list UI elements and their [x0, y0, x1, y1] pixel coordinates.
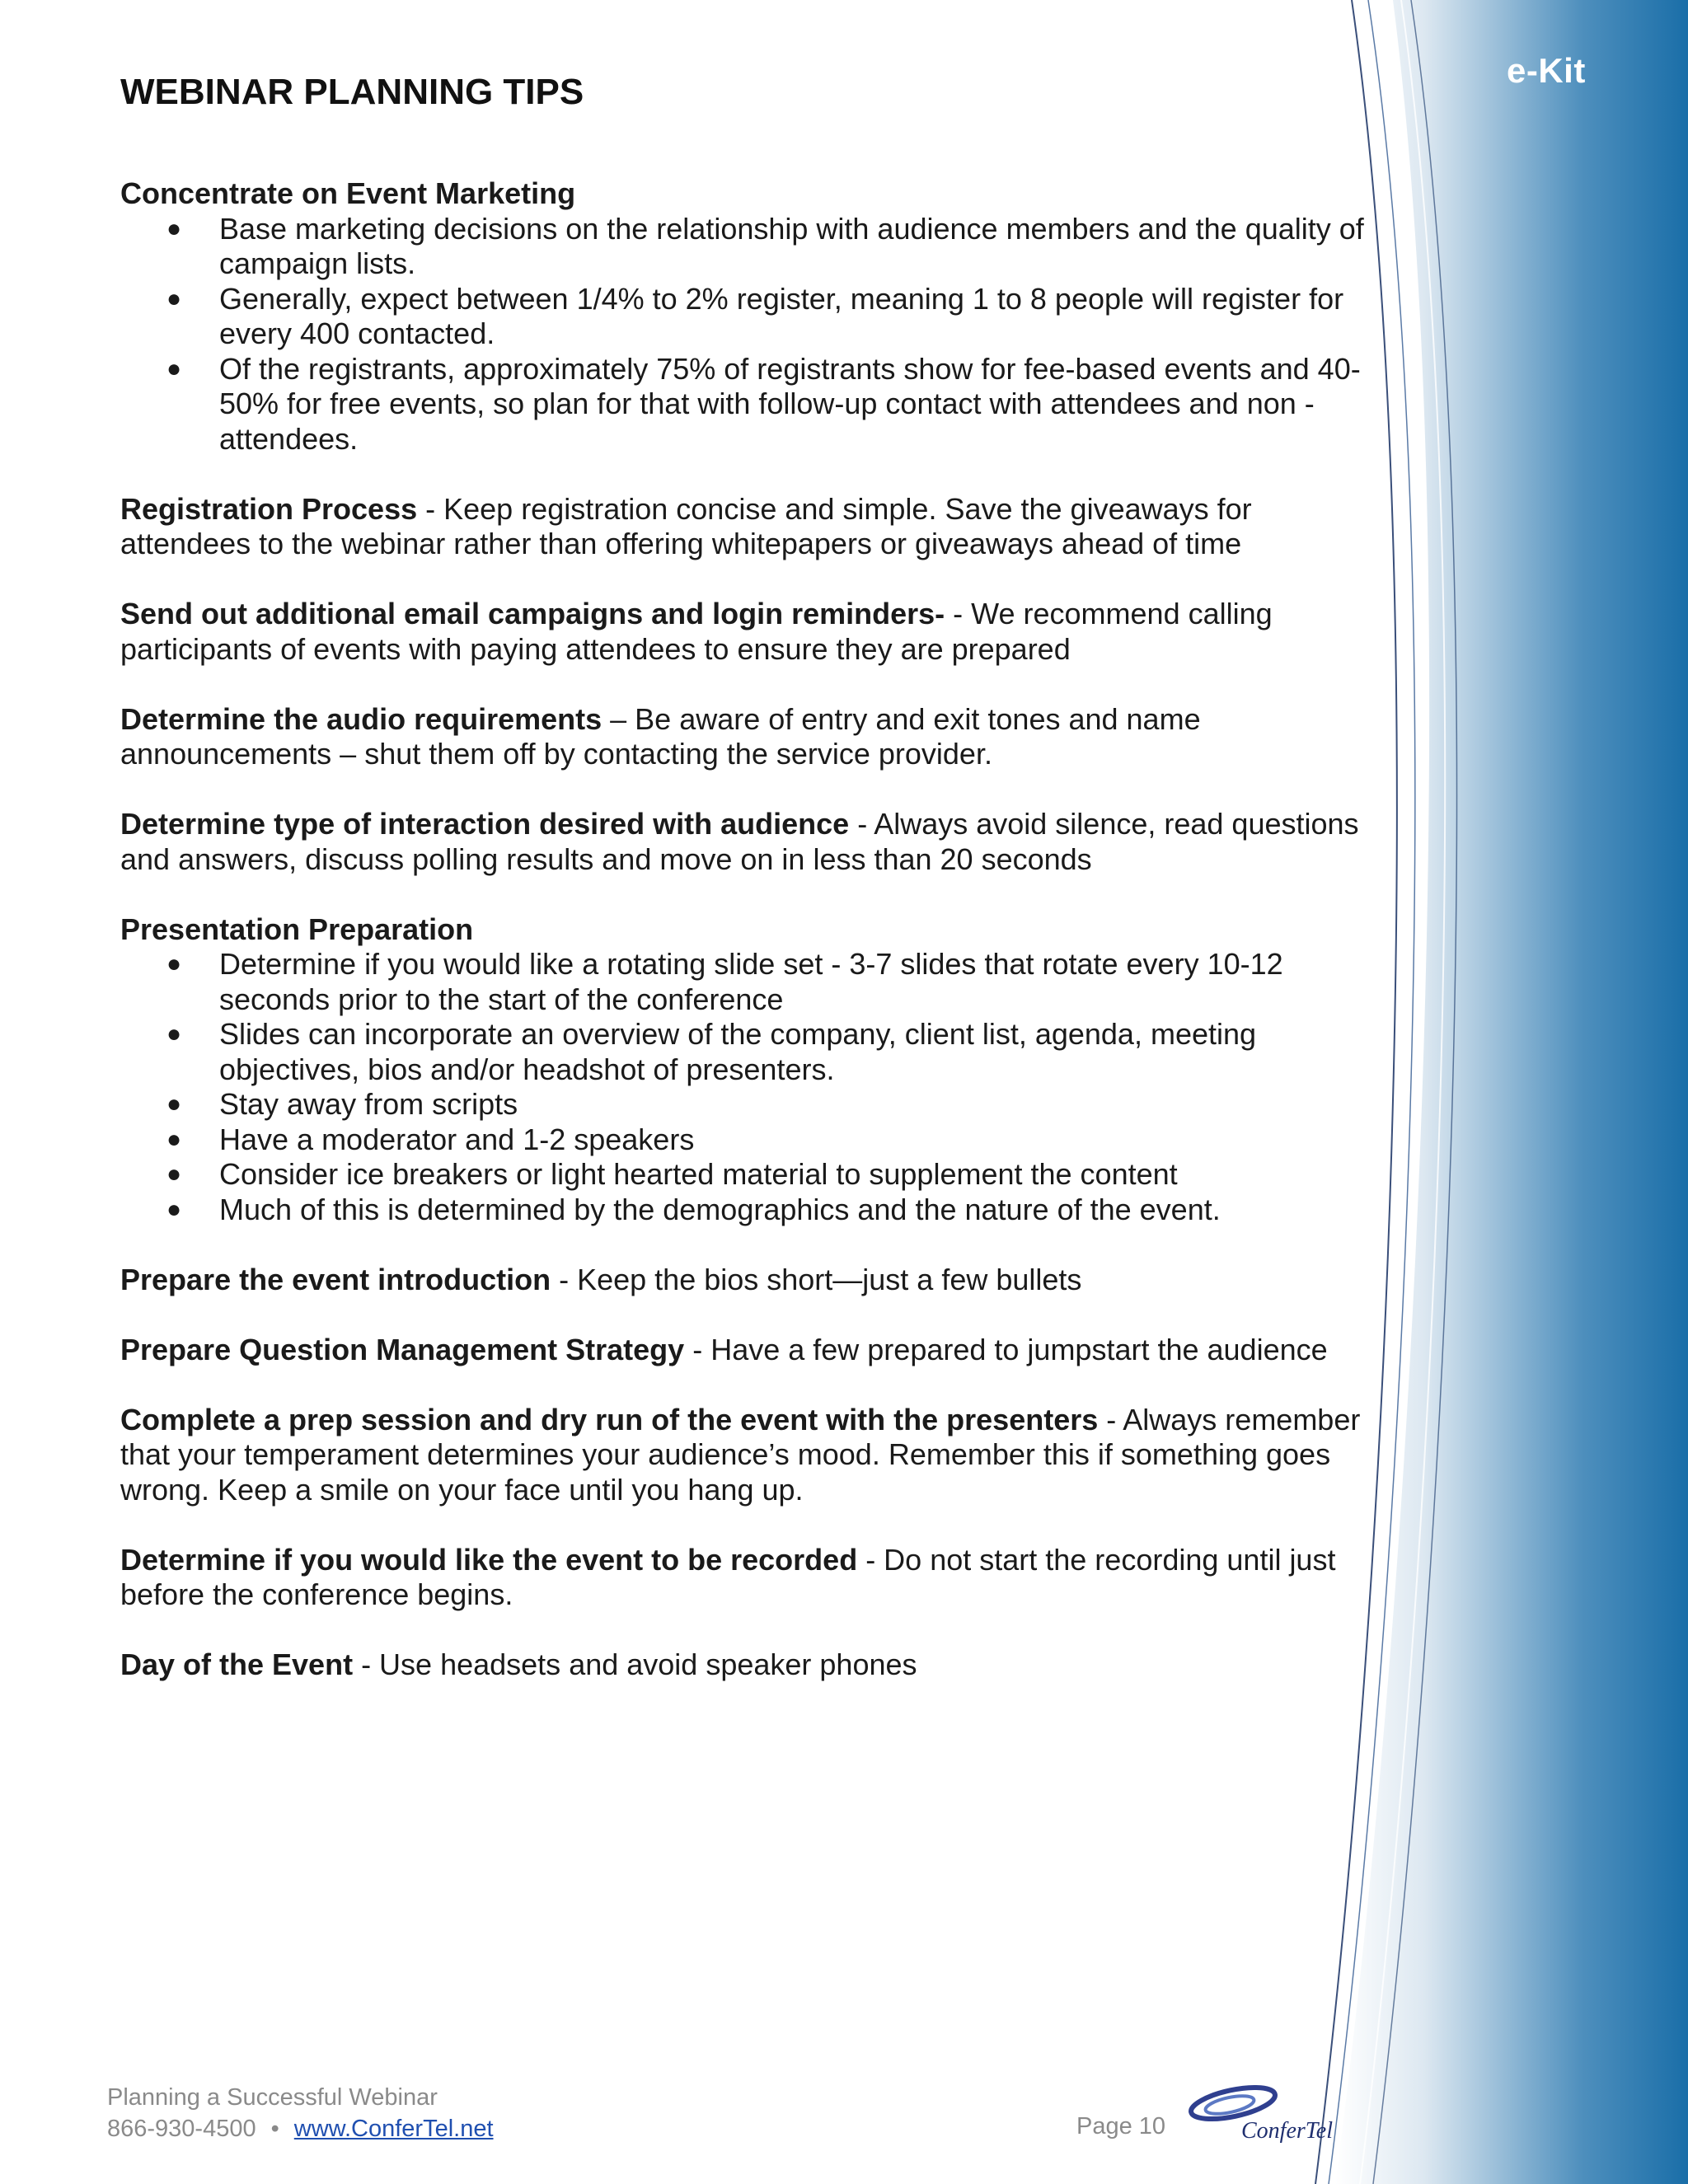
document-body — [120, 69, 1373, 1718]
bullet-icon: ● — [166, 1125, 182, 1153]
section-event-marketing — [120, 176, 1373, 457]
section-heading: Day of the Event — [120, 1647, 354, 1681]
page-title: WEBINAR PLANNING TIPS — [120, 72, 584, 112]
section-day-of-event — [120, 1647, 1373, 1683]
bullet-icon: ● — [166, 1090, 182, 1118]
footer-website-link[interactable]: www.ConferTel.net — [293, 2116, 494, 2142]
ekit-label: e-Kit — [1507, 51, 1586, 90]
logo-wordmark: ConferTel — [1241, 2118, 1333, 2144]
bullet-icon: ● — [166, 1160, 182, 1188]
footer-phone: 866-930-4500 — [107, 2116, 256, 2142]
section-text: - Keep registration concise and simple. Save the giveaways for attendees to the webinar rather than offering whitepapers or giveaways ahead of time — [120, 491, 1252, 560]
confertel-logo — [1175, 2080, 1340, 2146]
bullet-icon: ● — [166, 1195, 182, 1223]
section-heading: Determine if you would like the event to be recorded — [120, 1542, 858, 1577]
section-recording — [120, 1543, 1373, 1613]
bullet-icon: ● — [166, 284, 182, 312]
section-heading: Registration Process — [120, 491, 418, 526]
section-text: - Do not start the recording until just before the conference begins. — [120, 1542, 1336, 1611]
section-text: - Always avoid silence, read questions and answers, discuss polling results and move on in less than 20 seconds — [120, 807, 1359, 876]
section-prep-session — [120, 1403, 1373, 1508]
list-item: ● Base marketing decisions on the relationship with audience members and the quality of campaign lists. — [166, 211, 1364, 280]
section-text: - Always remember that your temperament determines your audience’s mood. Remember this if something goes wrong. Keep a smile on your face until you hang up. — [120, 1402, 1361, 1507]
footer-doc-title: Planning a Successful Webinar — [107, 2084, 438, 2111]
page-number: Page 10 — [1076, 2113, 1166, 2139]
footer — [107, 2082, 494, 2144]
bullet-icon: ● — [166, 214, 182, 242]
section-heading: Concentrate on Event Marketing — [120, 176, 576, 210]
footer-contact-line — [107, 2113, 494, 2144]
bullet-icon: ● — [166, 1020, 182, 1047]
section-heading: Send out additional email campaigns and login reminders- — [120, 597, 945, 630]
list-item: ● Stay away from scripts — [166, 1087, 518, 1121]
section-heading: Complete a prep session and dry run of the event with the presenters — [120, 1402, 1099, 1436]
sidebar-gradient-band — [1335, 0, 1688, 2184]
section-registration-process — [120, 492, 1373, 562]
bullet-list — [120, 212, 1373, 457]
section-text: – Be aware of entry and exit tones and name announcements – shut them off by contacting the service provider. — [120, 701, 1201, 771]
section-heading: Prepare Question Management Strategy — [120, 1332, 685, 1366]
bullet-icon: ● — [166, 950, 182, 977]
section-text: - Use headsets and avoid speaker phones — [353, 1647, 917, 1681]
list-item: ● Have a moderator and 1-2 speakers — [166, 1122, 695, 1156]
section-heading: Determine type of interaction desired with audience — [120, 807, 850, 841]
list-item: ● Slides can incorporate an overview of the company, client list, agenda, meeting objectives, bios and/or headshot of presenters. — [166, 1017, 1257, 1086]
section-event-introduction — [120, 1263, 1373, 1298]
section-audio-requirements — [120, 702, 1373, 772]
section-question-management — [120, 1333, 1373, 1368]
list-item: ● Generally, expect between 1/4% to 2% register, meaning 1 to 8 people will register for every 400 contacted. — [166, 281, 1344, 350]
section-text: - We recommend calling participants of events with paying attendees to ensure they are prepared — [120, 597, 1273, 666]
section-text: - Have a few prepared to jumpstart the audience — [684, 1332, 1328, 1366]
section-heading: Prepare the event introduction — [120, 1262, 551, 1296]
section-heading: Determine the audio requirements — [120, 701, 603, 736]
list-item: ● Of the registrants, approximately 75% of registrants show for fee-based events and 40-50% for free events, so plan for that with follow-up contact with attendees and non -attendees. — [166, 351, 1361, 456]
section-heading: Presentation Preparation — [120, 912, 474, 946]
list-item: ● Determine if you would like a rotating slide set - 3-7 slides that rotate every 10-12 seconds prior to the start of the conference — [166, 947, 1283, 1016]
bullet-icon: ● — [166, 354, 182, 382]
list-item: ● Much of this is determined by the demographics and the nature of the event. — [166, 1192, 1221, 1226]
section-text: - Keep the bios short—just a few bullets — [551, 1262, 1082, 1296]
section-presentation-preparation — [120, 912, 1373, 1228]
footer-separator: • — [270, 2116, 279, 2142]
list-item: ● Consider ice breakers or light hearted material to supplement the content — [166, 1157, 1178, 1191]
section-interaction-type — [120, 807, 1373, 877]
bullet-list — [120, 947, 1373, 1227]
section-email-campaigns — [120, 597, 1373, 667]
